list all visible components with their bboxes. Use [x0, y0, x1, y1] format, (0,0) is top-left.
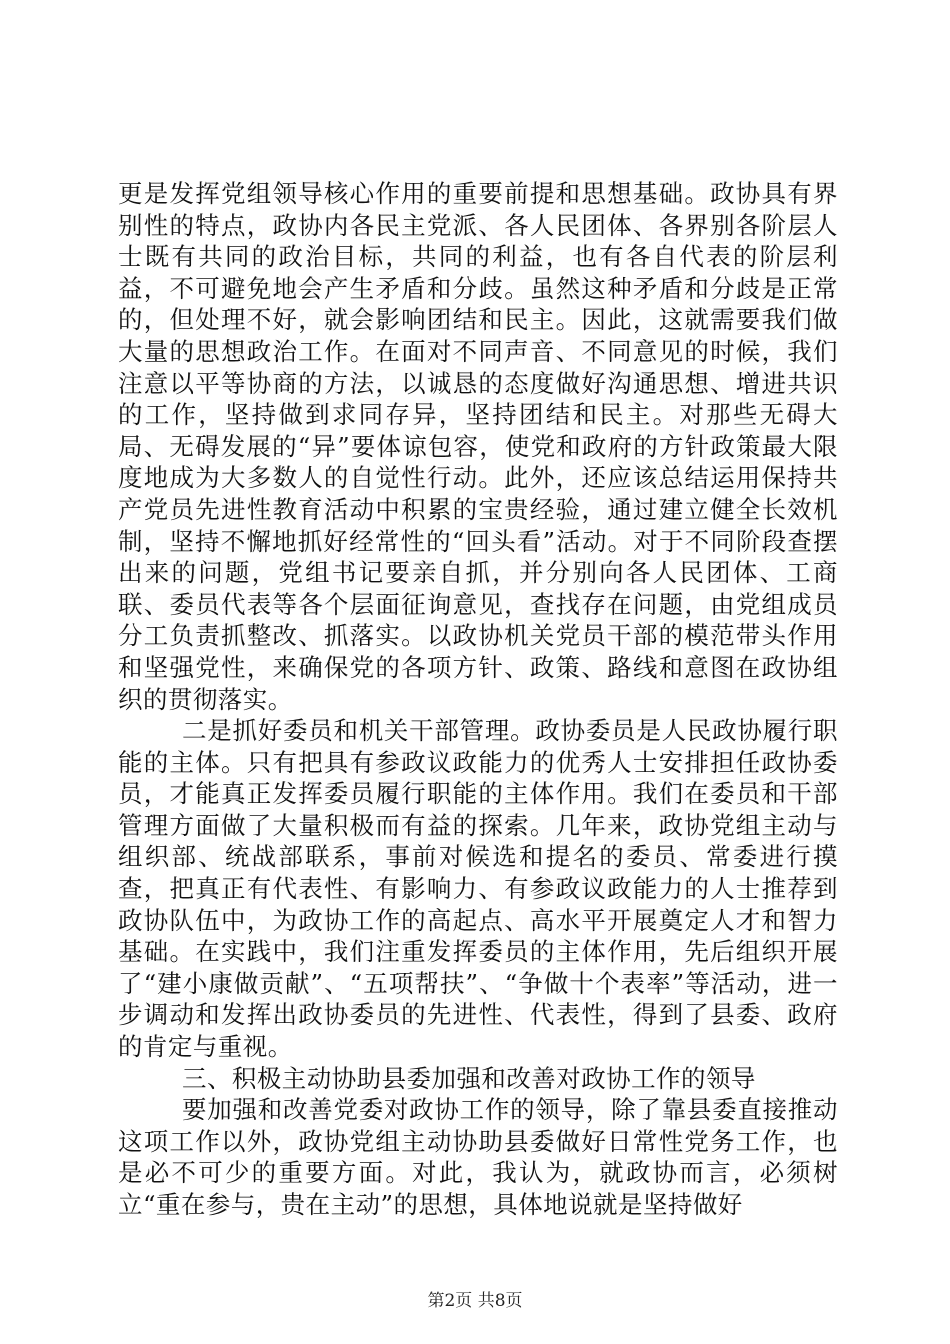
page-number-footer: 第2页 共8页 — [427, 1291, 523, 1311]
paragraph-continuation: 更是发挥党组领导核心作用的重要前提和思想基础。政协具有界别性的特点，政协内各民主党派、各人民团体、各界别各阶层人士既有共同的政治目标，共同的利益，也有各自代表的阶层利益，不可避免地会产生矛盾和分歧。虽然这种矛盾和分歧是正常的，但处理不好，就会影响团结和民主。因此，这就需要我们做大量的思想政治工作。在面对不同声音、不同意见的时候，我们注意以平等协商的方法，以诚恳的态度做好沟通思想、增进共识的工作，坚持做到求同存异，坚持团结和民主。对那些无碍大局、无碍发展的“异”要体谅包容，使党和政府的方针政策最大限度地成为大多数人的自觉性行动。此外，还应该总结运用保持共产党员先进性教育活动中积累的宝贵经验，通过建立健全长效机制，坚持不懈地抓好经常性的“回头看”活动。对于不同阶段查摆出来的问题，党组书记要亲自抓，并分别向各人民团体、工商联、委员代表等各个层面征询意见，查找存在问题，由党组成员分工负责抓整改、抓落实。以政协机关党员干部的模范带头作用和坚强党性，来确保党的各项方针、政策、路线和意图在政协组织的贯彻落实。 — [118, 179, 838, 714]
paragraph-committee-management: 二是抓好委员和机关干部管理。政协委员是人民政协履行职能的主体。只有把具有参政议政能力的优秀人士安排担任政协委员，才能真正发挥委员履行职能的主体作用。我们在委员和干部管理方面做了大量积极而有益的探索。几年来，政协党组主动与组织部、统战部联系，事前对候选和提名的委员、常委进行摸查，把真正有代表性、有影响力、有参政议政能力的人士推荐到政协队伍中，为政协工作的高起点、高水平开展奠定人才和智力基础。在实践中，我们注重发挥委员的主体作用，先后组织开展了“建小康做贡献”、“五项帮扶”、“争做十个表率”等活动，进一步调动和发挥出政协委员的先进性、代表性，得到了县委、政府的肯定与重视。 — [118, 716, 838, 1062]
section-heading: 三、积极主动协助县委加强和改善对政协工作的领导 — [182, 1063, 756, 1093]
document-body — [118, 178, 838, 1221]
paragraph-party-leadership: 要加强和改善党委对政协工作的领导，除了靠县委直接推动这项工作以外，政协党组主动协助县委做好日常性党务工作，也是必不可少的重要方面。对此，我认为，就政协而言，必须树立“重在参与，贵在主动”的思想，具体地说就是坚持做好 — [118, 1095, 838, 1219]
